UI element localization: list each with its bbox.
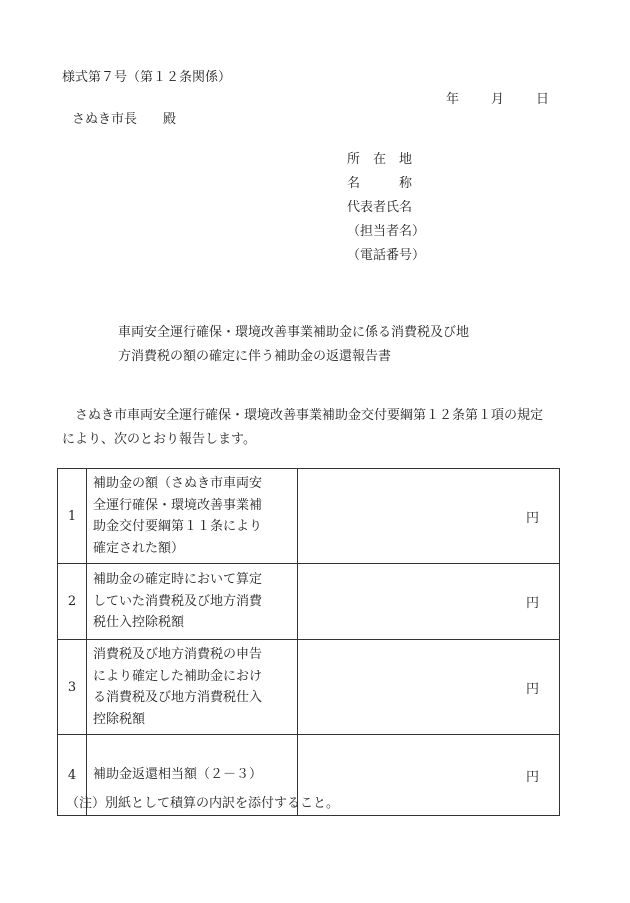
row-number: 1 [58, 469, 87, 564]
amount-table [57, 468, 560, 816]
desc-line: 補助金の額（さぬき市車両安 [93, 476, 263, 491]
body-text [62, 404, 562, 452]
table-row [58, 469, 560, 564]
body-line-1: さぬき市車両安全運行確保・環境改善事業補助金交付要綱第１２条第１項の規定 [75, 408, 544, 423]
date-month: 月 [491, 92, 505, 107]
row-number: 2 [58, 564, 87, 640]
desc-line: していた消費税及び地方消費 [93, 593, 263, 609]
desc-line: 補助金の確定時において算定 [93, 572, 263, 588]
desc-line: 控除税額 [93, 711, 146, 727]
row-description [87, 564, 298, 640]
amount-field[interactable] [298, 564, 560, 640]
yen-unit: 円 [525, 510, 539, 526]
table-row [58, 640, 560, 735]
applicant-phone-label: （電話番号） [347, 248, 426, 263]
desc-line: 消費税及び地方消費税の申告 [93, 647, 263, 662]
table-row [58, 564, 560, 640]
addressee: さぬき市長 殿 [72, 112, 177, 127]
body-line-2: により、次のとおり報告します。 [62, 432, 256, 447]
title-line-2: 方消費税の額の確定に伴う補助金の返還報告書 [118, 349, 392, 364]
form-number: 様式第７号（第１２条関係） [62, 70, 232, 85]
desc-line: 全運行確保・環境改善事業補 [93, 497, 263, 513]
row-description [87, 640, 298, 735]
row-number: 3 [58, 640, 87, 735]
applicant-representative-label: 代表者氏名 [347, 200, 413, 215]
yen-unit: 円 [525, 596, 539, 611]
applicant-name-label: 名 称 [347, 176, 413, 191]
applicant-contact-label: （担当者名） [347, 224, 426, 239]
row-description [87, 469, 298, 564]
desc-line: 補助金返還相当額（２－３） [93, 767, 263, 783]
amount-field[interactable] [298, 640, 560, 735]
yen-unit: 円 [525, 769, 539, 785]
applicant-block [347, 148, 425, 268]
desc-line: により確定した補助金におけ [93, 668, 263, 684]
footnote: （注）別紙として積算の内訳を添付すること。 [66, 796, 340, 811]
title-line-1: 車両安全運行確保・環境改善事業補助金に係る消費税及び地 [118, 325, 470, 340]
date-line [446, 88, 549, 107]
yen-unit: 円 [525, 681, 539, 697]
applicant-address-label: 所 在 地 [347, 152, 413, 167]
desc-line: る消費税及び地方消費税仕入 [93, 690, 263, 705]
amount-field[interactable] [298, 469, 560, 564]
row-number: 4 [58, 735, 87, 816]
desc-line: 確定された額） [93, 540, 185, 556]
date-year: 年 [446, 92, 460, 107]
date-day: 日 [536, 92, 550, 107]
document-title [118, 321, 469, 369]
desc-line: 税仕入控除税額 [93, 615, 185, 631]
desc-line: 助金交付要綱第１１条により [93, 519, 263, 534]
